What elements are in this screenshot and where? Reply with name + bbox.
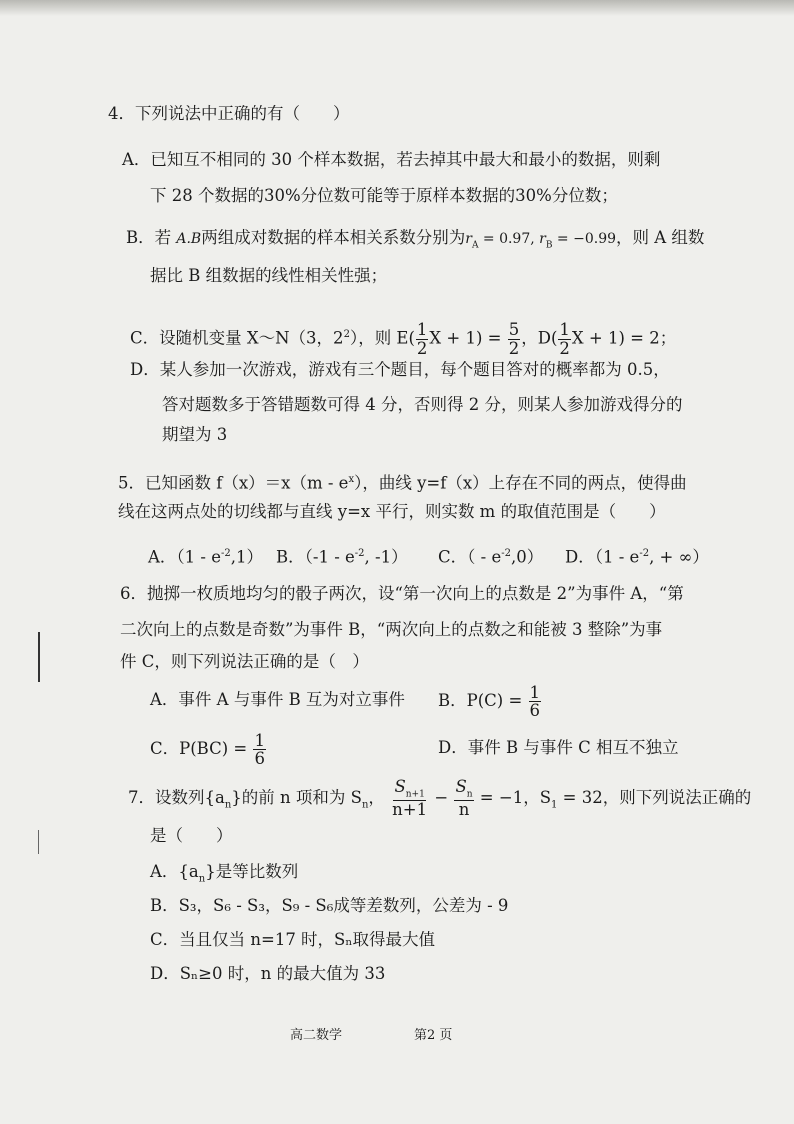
- text: }的前 n 项和为 S: [231, 788, 362, 807]
- frac-den: 6: [529, 701, 541, 720]
- math-val: = −0.99: [552, 231, 617, 247]
- q4-option-d-line2: 答对题数多于答错题数可得 4 分，否则得 2 分，则某人参加游戏得分的: [162, 395, 683, 414]
- text: ），则 E(: [349, 328, 415, 348]
- q6-option-d: D．事件 B 与事件 C 相互不独立: [438, 738, 679, 757]
- footer-page-number: 第2 页: [414, 1028, 453, 1043]
- scan-top-shadow: [0, 0, 794, 16]
- frac-den: n: [458, 800, 470, 820]
- math-s: S: [394, 777, 406, 797]
- text: = 32，则下列说法正确的: [557, 788, 752, 807]
- text: 5．已知函数 f（x）＝x（m - e: [118, 473, 349, 493]
- math-sup: -2: [639, 548, 650, 559]
- fraction: [391, 778, 428, 818]
- text: , + ∞）: [649, 547, 709, 567]
- math-sup: -2: [354, 548, 365, 559]
- q4-option-c: [130, 316, 676, 358]
- text: B．若: [126, 228, 177, 247]
- text: −: [429, 788, 454, 807]
- q6-line3: 件 C，则下列说法正确的是（ ）: [120, 652, 369, 671]
- q5-line2: 线在这两点处的切线都与直线 y=x 平行，则实数 m 的取值范围是（ ）: [118, 502, 666, 521]
- text: A．{a: [150, 862, 199, 881]
- math-sub: 1: [551, 799, 558, 811]
- text: B．P(C) =: [438, 691, 528, 710]
- frac-num: 1: [559, 320, 570, 340]
- frac-num: 1: [254, 730, 265, 750]
- fraction: [558, 321, 571, 357]
- math-sub: B: [545, 240, 553, 251]
- q5-option-c: [438, 544, 543, 568]
- q5-line1: [118, 470, 687, 494]
- text: ,1）: [230, 547, 263, 567]
- math-sub: n: [224, 799, 232, 811]
- q4-option-b-line2: 据比 B 组数据的线性相关性强；: [150, 266, 388, 285]
- frac-num: 1: [416, 320, 428, 340]
- text: = −1，S: [474, 788, 552, 807]
- math-sub: n+1: [405, 789, 425, 800]
- text: C．P(BC) =: [150, 739, 253, 758]
- text: ，则 A 组数: [616, 228, 705, 247]
- q4-option-a-line1: A．已知互不相同的 30 个样本数据，若去掉其中最大和最小的数据，则剩: [122, 150, 661, 169]
- text: ），曲线 y=f（x）上存在不同的两点，使得曲: [354, 473, 687, 493]
- text: X + 1) = 2；: [571, 328, 677, 348]
- frac-num: 1: [529, 682, 541, 702]
- math-sup: x: [348, 474, 355, 485]
- text: X + 1) =: [429, 328, 507, 348]
- math-sub: n: [198, 873, 206, 885]
- q7-line1: [128, 776, 751, 827]
- q4-option-a-line2: 下 28 个数据的30%分位数可能等于原样本数据的30%分位数；: [150, 186, 618, 205]
- q6-line1: 6．抛掷一枚质地均匀的骰子两次，设“第一次向上的点数是 2”为事件 A，“第: [120, 584, 684, 603]
- text: ,0）: [510, 547, 544, 567]
- frac-den: n+1: [392, 800, 428, 820]
- text: ，: [368, 788, 385, 807]
- text: A．（1 - e: [148, 547, 221, 567]
- frac-den: 2: [508, 338, 520, 358]
- text: C．（ - e: [438, 547, 502, 567]
- q7-line2: 是（ ）: [150, 826, 233, 845]
- fraction: [416, 321, 429, 357]
- q4-stem: 4．下列说法中正确的有（ ）: [108, 104, 350, 123]
- frac-num: 5: [508, 320, 520, 340]
- footer-subject: 高二数学: [290, 1028, 343, 1043]
- text: C．设随机变量 X～N（3，2: [130, 328, 344, 348]
- q7-option-d: D．Sₙ≥0 时，n 的最大值为 33: [150, 964, 386, 983]
- math-ra: r: [465, 231, 472, 247]
- math-sup: 2: [343, 329, 350, 340]
- q4-option-d-line1: D．某人参加一次游戏，游戏有三个题目，每个题目答对的概率都为 0.5，: [130, 360, 670, 379]
- frac-num: [454, 778, 473, 801]
- math-sub: n: [361, 799, 369, 811]
- frac-num: [393, 778, 425, 801]
- math-val: = 0.97,: [478, 231, 540, 247]
- q7-option-c: C．当且仅当 n=17 时，Sₙ取得最大值: [150, 930, 436, 949]
- q6-option-b: [438, 682, 542, 720]
- fraction: [454, 778, 473, 818]
- math-rb: r: [539, 231, 546, 247]
- math-sub: A: [471, 240, 479, 251]
- scan-margin-mark-small: [38, 830, 39, 854]
- q5-option-a: [148, 544, 263, 568]
- q7-option-a: [150, 862, 298, 889]
- q4-option-d-line3: 期望为 3: [162, 425, 228, 444]
- q7-option-b: B．S₃，S₆ - S₃，S₉ - S₆成等差数列，公差为 - 9: [150, 896, 509, 915]
- fraction: [529, 684, 542, 720]
- text: }是等比数列: [205, 862, 299, 881]
- text: ，D(: [521, 328, 558, 348]
- q6-option-c: [150, 730, 267, 768]
- frac-den: 6: [254, 749, 265, 768]
- text: , -1）: [364, 547, 408, 567]
- text: 两组成对数据的样本相关系数分别为: [201, 228, 466, 247]
- fraction: [508, 321, 521, 357]
- q5-option-b: [276, 544, 408, 568]
- q6-option-a: A．事件 A 与事件 B 互为对立事件: [150, 690, 405, 709]
- text: D．（1 - e: [565, 547, 640, 567]
- math-ab: A.B: [176, 231, 202, 247]
- frac-den: 2: [559, 338, 570, 358]
- fraction: [253, 732, 266, 768]
- math-s: S: [455, 777, 467, 797]
- frac-den: 2: [416, 338, 428, 358]
- math-sup: -2: [221, 548, 231, 559]
- q4-option-b-line1: [126, 228, 704, 255]
- text: B．（-1 - e: [276, 547, 355, 567]
- text: 7．设数列{a: [128, 788, 225, 807]
- math-sup: -2: [501, 548, 511, 559]
- q6-line2: 二次向上的点数是奇数”为事件 B，“两次向上的点数之和能被 3 整除”为事: [120, 620, 663, 639]
- scan-margin-mark: [38, 632, 40, 682]
- q5-option-d: [565, 544, 709, 568]
- math-sub: n: [466, 789, 473, 800]
